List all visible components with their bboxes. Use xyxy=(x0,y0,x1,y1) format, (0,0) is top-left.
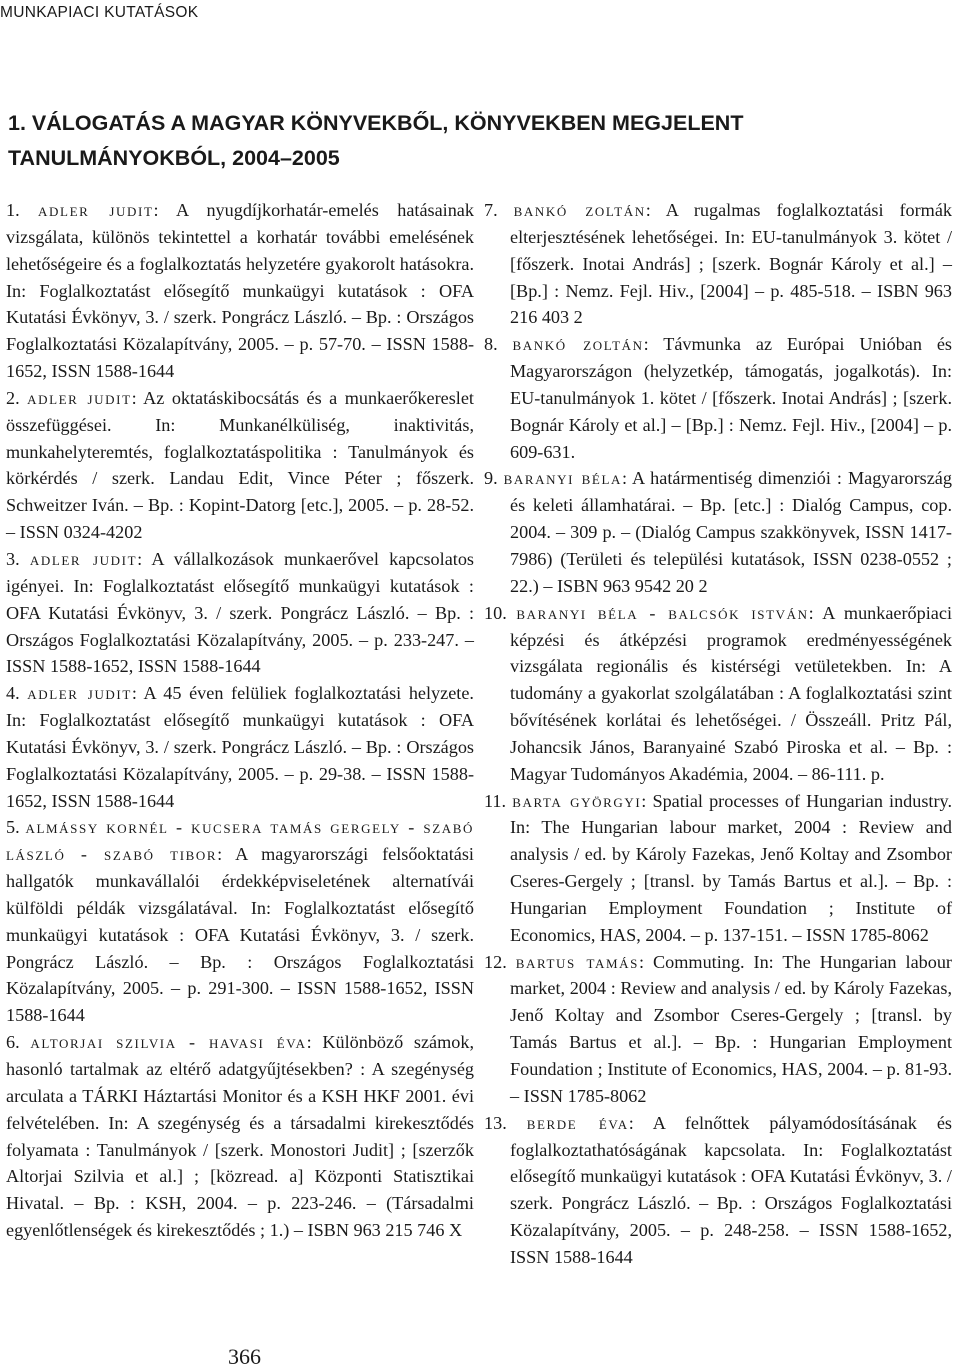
entry-text: A nyugdíjkorhatár-emelés hatásainak vizsgálata, különös tekintettel a korhatár további emelésének lehetőségeire és a foglalkoztatás helyzetére gyakorolt hatásokra. In: Foglalkoztatást elősegítő munkaügyi kutatások : OFA Kutatási Évkönyv, 3. / szerk. Pongrácz László. – Bp. : Országos Foglalkoztatási Közalapítvány, 2005. – p. 57-70. – ISSN 1588-1652, ISSN 1588-1644 xyxy=(6,200,474,382)
entry-separator: : xyxy=(131,387,144,408)
entry-text: A magyarországi felsőoktatási hallgatók munkavállalói érdekképviseletének alternatívái külföldi példák vizsgálatával. In: Foglalkoztatást elősegítő munkaügyi kutatások : OFA Kutatási Évkönyv, 3. / szerk. Pongrácz László. – Bp. : Országos Foglalkoztatási Közalapítvány, 2005. – p. 291-300. – ISSN 1588-1652, ISSN 1588-1644 xyxy=(6,844,474,1026)
entry-author: baranyi béla - balcsók istván xyxy=(516,602,809,623)
entry-separator: : xyxy=(622,468,633,489)
entry-number: 4. xyxy=(6,683,20,704)
entry-number: 3. xyxy=(6,548,20,569)
bibliography-entry-13 xyxy=(484,1110,952,1271)
entry-separator: : xyxy=(131,683,144,704)
bibliography-entry-8 xyxy=(484,331,952,465)
entry-number: 2. xyxy=(6,387,20,408)
bibliography-entry-3 xyxy=(6,546,474,680)
entry-number: 9. xyxy=(484,468,498,489)
entry-author: barta györgyi xyxy=(512,790,642,811)
entry-author: baranyi béla xyxy=(503,468,622,489)
entry-number: 13. xyxy=(484,1112,507,1133)
bibliography-entry-2 xyxy=(6,385,474,546)
entry-number: 7. xyxy=(484,200,498,220)
entry-author: adler judit xyxy=(27,683,132,704)
entry-text: A felnőttek pályamódosításának és foglalkoztathatóságának kapcsolata. In: Foglalkoztatást elősegítő munkaügyi kutatások : OFA Kutatási Évkönyv, 3. / szerk. Pongrácz László. – Bp. : Országos Foglalkoztatási Közalapítvány, 2005. – p. 248-258. – ISSN 1588-1652, ISSN 1588-1644 xyxy=(510,1112,953,1267)
page-number: 366 xyxy=(228,1344,261,1369)
bibliography-entry-5 xyxy=(6,814,474,1029)
entry-separator: : xyxy=(638,951,654,972)
entry-separator: : xyxy=(808,602,823,623)
entry-author: adler judit xyxy=(27,387,132,408)
entry-text: Spatial processes of Hungarian industry. In: The Hungarian labour market, 2004 : Review and analysis / ed. by Károly Fazekas, Jenő Koltay and Zsombor Cseres-Gergely ; [transl. by Tamás Bartus et al.]. – Bp. : Hungarian Employment Foundation ; Institute of Economics, HAS, 2004. – p. 137-151. – ISSN 1785-8062 xyxy=(510,790,953,945)
bibliography-entry-6 xyxy=(6,1029,474,1244)
entry-separator: : xyxy=(153,200,176,220)
entry-separator: : xyxy=(643,334,664,355)
bibliography-entry-7 xyxy=(484,197,952,331)
entry-author: adler judit xyxy=(29,548,138,569)
entry-author: adler judit xyxy=(38,200,154,220)
entry-separator: : xyxy=(628,1112,653,1133)
entry-text: Az oktatáskibocsátás és a munkaerőkereslet összefüggései. In: Munkanélküliség, inaktivitás, munkahelyteremtés, foglalkoztatáspolitika : Tanulmányok és körkérdés / szerk. Landau Edit, Vince Péter ; főszerk. Schweitzer Iván. – Bp. : Kopint-Datorg [etc.], 2005. – p. 28-52. – ISSN 0324-4202 xyxy=(6,387,474,543)
entry-author: bartus tamás xyxy=(515,951,639,972)
entry-separator: : xyxy=(217,844,236,865)
entry-text: Távmunka az Európai Unióban és Magyarországon (helyzetkép, támogatás, jogalkotás). In: EU-tanulmányok 1. kötet / [főszerk. Inotai András] ; [szerk. Bognár Károly et al.] – [Bp.] : Nemz. Fejl. Hiv., [2004] – p. 609-631. xyxy=(510,334,952,462)
entry-number: 5. xyxy=(6,817,20,838)
bibliography-entry-10 xyxy=(484,600,952,788)
left-column xyxy=(6,197,474,1244)
entry-separator: : xyxy=(306,1032,323,1053)
entry-number: 11. xyxy=(484,790,507,811)
bibliography-entry-12 xyxy=(484,949,952,1110)
entry-text: A 45 éven felüliek foglalkoztatási helyzete. In: Foglalkoztatást elősegítő munkaügyi kutatások : OFA Kutatási Évkönyv, 3. / szerk. Pongrácz László. – Bp. : Országos Foglalkoztatási Közalapítvány, 2005. – p. 29-38. – ISSN 1588-1652, ISSN 1588-1644 xyxy=(6,683,474,811)
entry-author: altorjai szilvia - havasi éva xyxy=(30,1032,307,1053)
entry-text: A vállalkozások munkaerővel kapcsolatos igényei. In: Foglalkoztatást elősegítő munkaügyi kutatások : OFA Kutatási Évkönyv, 3. / szerk. Pongrácz László. – Bp. : Országos Foglalkoztatási Közalapítvány, 2005. – p. 233-247. – ISSN 1588-1652, ISSN 1588-1644 xyxy=(6,548,474,677)
right-column xyxy=(484,197,952,1271)
entry-separator: : xyxy=(137,548,152,569)
entry-number: 8. xyxy=(484,334,498,355)
entry-author: bankó zoltán xyxy=(513,200,646,220)
entry-author: almássy kornél - kucsera tamás gergely - szabó lászló - szabó tibor xyxy=(6,817,474,865)
entry-author: berde éva xyxy=(526,1112,629,1133)
entry-number: 10. xyxy=(484,602,507,623)
bibliography-entry-9 xyxy=(484,465,952,599)
bibliography-entry-1 xyxy=(6,197,474,385)
entry-number: 12. xyxy=(484,951,507,972)
bibliography-entry-4 xyxy=(6,680,474,814)
section-title: 1. VÁLOGATÁS A MAGYAR KÖNYVEKBŐL, KÖNYVEKBEN MEGJELENT TANULMÁNYOKBÓL, 2004–2005 xyxy=(8,111,744,170)
entry-separator: : xyxy=(641,790,653,811)
entry-text: A munkaerőpiaci képzési és átképzési programok eredményességének vizsgálata regionális és kistérségi vetületekben. In: A tudomány a gyakorlat szolgálatában : A foglalkoztatási szint bővítésének korlátai és lehetőségei. / Összeáll. Pritz Pál, Johancsik János, Baranyainé Szabó Piroska et al. – Bp. : Magyar Tudományos Akadémia, 2004. – 86-111. p. xyxy=(510,602,952,784)
entry-text: A rugalmas foglalkoztatási formák elterjesztésének lehetőségei. In: EU-tanulmányok 3. kötet / [főszerk. Inotai András] ; [szerk. Bognár Károly et al.] – [Bp.] : Nemz. Fejl. Hiv., [2004] – p. 485-518. – ISBN 963 216 403 2 xyxy=(510,200,952,328)
entry-text: Különböző számok, hasonló tartalmak az eltérő adatgyűjtésekben? : A szegénység arculata a TÁRKI Háztartási Monitor és a KSH HKF 2001. évi felvételében. In: A szegénység és a társadalmi kirekesztődés folyamata : Tanulmányok / [szerk. Monostori Judit] ; [szerzők Altorjai Szilvia et al.] ; [közread. a] Központi Statisztikai Hivatal. – Bp. : KSH, 2004. – p. 223-246. – (Társadalmi egyenlőtlenségek és kirekesztődés ; 1.) – ISBN 963 215 746 X xyxy=(6,1032,474,1241)
running-head: MUNKAPIACI KUTATÁSOK xyxy=(0,4,199,21)
entry-number: 6. xyxy=(6,1032,20,1053)
bibliography-entry-11 xyxy=(484,788,952,949)
entry-text: A határmentiség dimenziói : Magyarország és keleti államhatárai. – Bp. [etc.] : Dialóg Campus, cop. 2004. – 309 p. – (Dialóg Campus szakkönyvek, ISSN 1417-7986) (Területi és települési kutatások, ISSN 0238-0552 ; 22.) – ISBN 963 9542 20 2 xyxy=(510,468,952,596)
entry-separator: : xyxy=(645,200,666,220)
entry-author: bankó zoltán xyxy=(512,334,644,355)
entry-number: 1. xyxy=(6,200,20,220)
entry-text: Commuting. In: The Hungarian labour market, 2004 : Review and analysis / ed. by Károly Fazekas, Jenő Koltay and Zsombor Cseres-Gergely ; [transl. by Tamás Bartus et al.]. – Bp. : Hungarian Employment Foundation ; Institute of Economics, HAS, 2004. – p. 81-93. – ISSN 1785-8062 xyxy=(510,951,952,1106)
